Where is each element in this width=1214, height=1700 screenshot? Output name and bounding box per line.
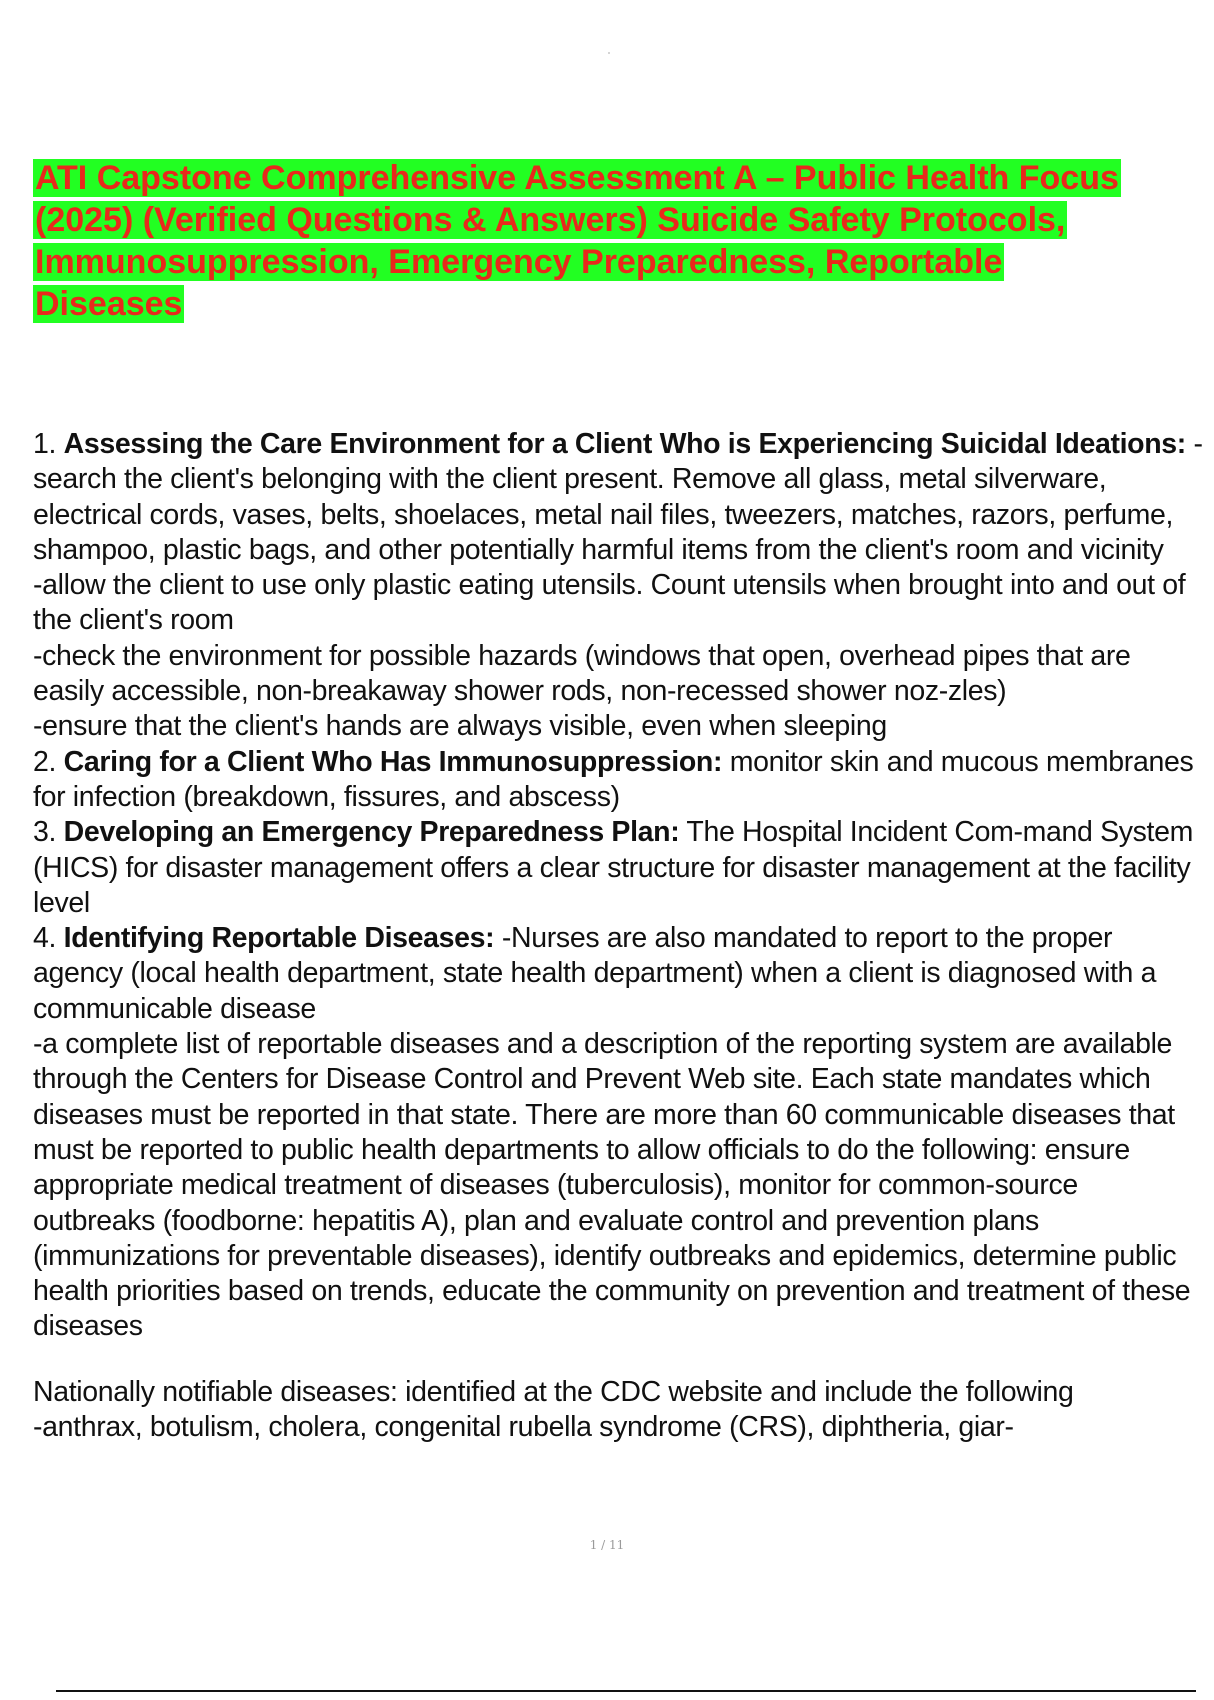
item-3-text: The Hospital Incident Com-mand System (HICS) for disaster management offers a clear structure for disaster management at the facility level xyxy=(33,816,1194,919)
item-2-text: monitor skin and mucous membranes for infection (breakdown, fissures, and abscess) xyxy=(33,745,1194,813)
notifiable-list: -anthrax, botulism, cholera, congenital rubella syndrome (CRS), diphtheria, giar- xyxy=(33,1411,1014,1444)
item-4-text: -Nurses are also mandated to report to the proper agency (local health department, state health department) when a client is diagnosed with a communicable disease xyxy=(33,922,1157,1025)
item-1-text: -search the client's belonging with the client present. Remove all glass, metal silverware, electrical cords, vases, belts, shoelaces, metal nail files, tweezers, matches, razors, perfume, shampoo, plastic bags, and other potentially harmful items from the client's room and vicinity xyxy=(33,428,1203,566)
item-2-heading: Caring for a Client Who Has Immunosuppression: xyxy=(63,745,723,778)
page-number: 1 / 11 xyxy=(589,1538,625,1552)
item-3-number: 3. xyxy=(33,816,57,849)
item-4-number: 4. xyxy=(33,922,57,955)
item-1-number: 1. xyxy=(33,428,57,460)
item-1-heading: Assessing the Care Environment for a Client Who is Experiencing Suicidal Ideations: xyxy=(63,428,1186,460)
notifiable-intro: Nationally notifiable diseases: identified at the CDC website and include the following xyxy=(33,1375,1074,1408)
item-1-paragraph xyxy=(33,427,1203,568)
document-body xyxy=(33,427,1203,1445)
item-3-heading: Developing an Emergency Preparedness Plan: xyxy=(63,816,680,849)
item-1-line-3: -ensure that the client's hands are always visible, even when sleeping xyxy=(33,710,887,743)
item-1-line-1: -allow the client to use only plastic eating utensils. Count utensils when brought into and out of the client's room xyxy=(33,569,1186,637)
paragraph-spacer xyxy=(33,1345,1203,1375)
document-title xyxy=(33,157,1143,325)
item-2-number: 2. xyxy=(33,745,57,778)
item-4-heading: Identifying Reportable Diseases: xyxy=(63,922,495,955)
item-1-line-2: -check the environment for possible hazards (windows that open, overhead pipes that are easily accessible, non-breakaway shower rods, non-recessed shower noz-zles) xyxy=(33,639,1131,708)
item-4-line-1: -a complete list of reportable diseases and a description of the reporting system are available through the Centers for Disease Control and Prevent Web site. Each state mandates which diseases must be reported in that state. There are more than 60 communicable diseases that must be reported to public health departments to allow officials to do the following: ensure appropriate medical treatment of diseases (tuberculosis), monitor for common-source outbreaks (foodborne: hepatitis A), plan and evaluate control and prevention plans (immunizations for preventable diseases), identify outbreaks and epidemics, determine public health priorities based on trends, educate the community on prevention and treatment of these diseases xyxy=(33,1028,1191,1343)
item-2-paragraph xyxy=(33,745,1203,816)
bottom-divider xyxy=(56,1690,1196,1692)
page-marker-dot xyxy=(608,52,610,54)
item-3-paragraph xyxy=(33,815,1203,921)
title-highlight: ATI Capstone Comprehensive Assessment A – Public Health Focus (2025) (Verified Questions & Answers) Suicide Safety Protocols, Immunosuppression, Emergency Preparedness, Reportable Diseases xyxy=(35,159,1119,323)
item-4-paragraph xyxy=(33,921,1203,1027)
